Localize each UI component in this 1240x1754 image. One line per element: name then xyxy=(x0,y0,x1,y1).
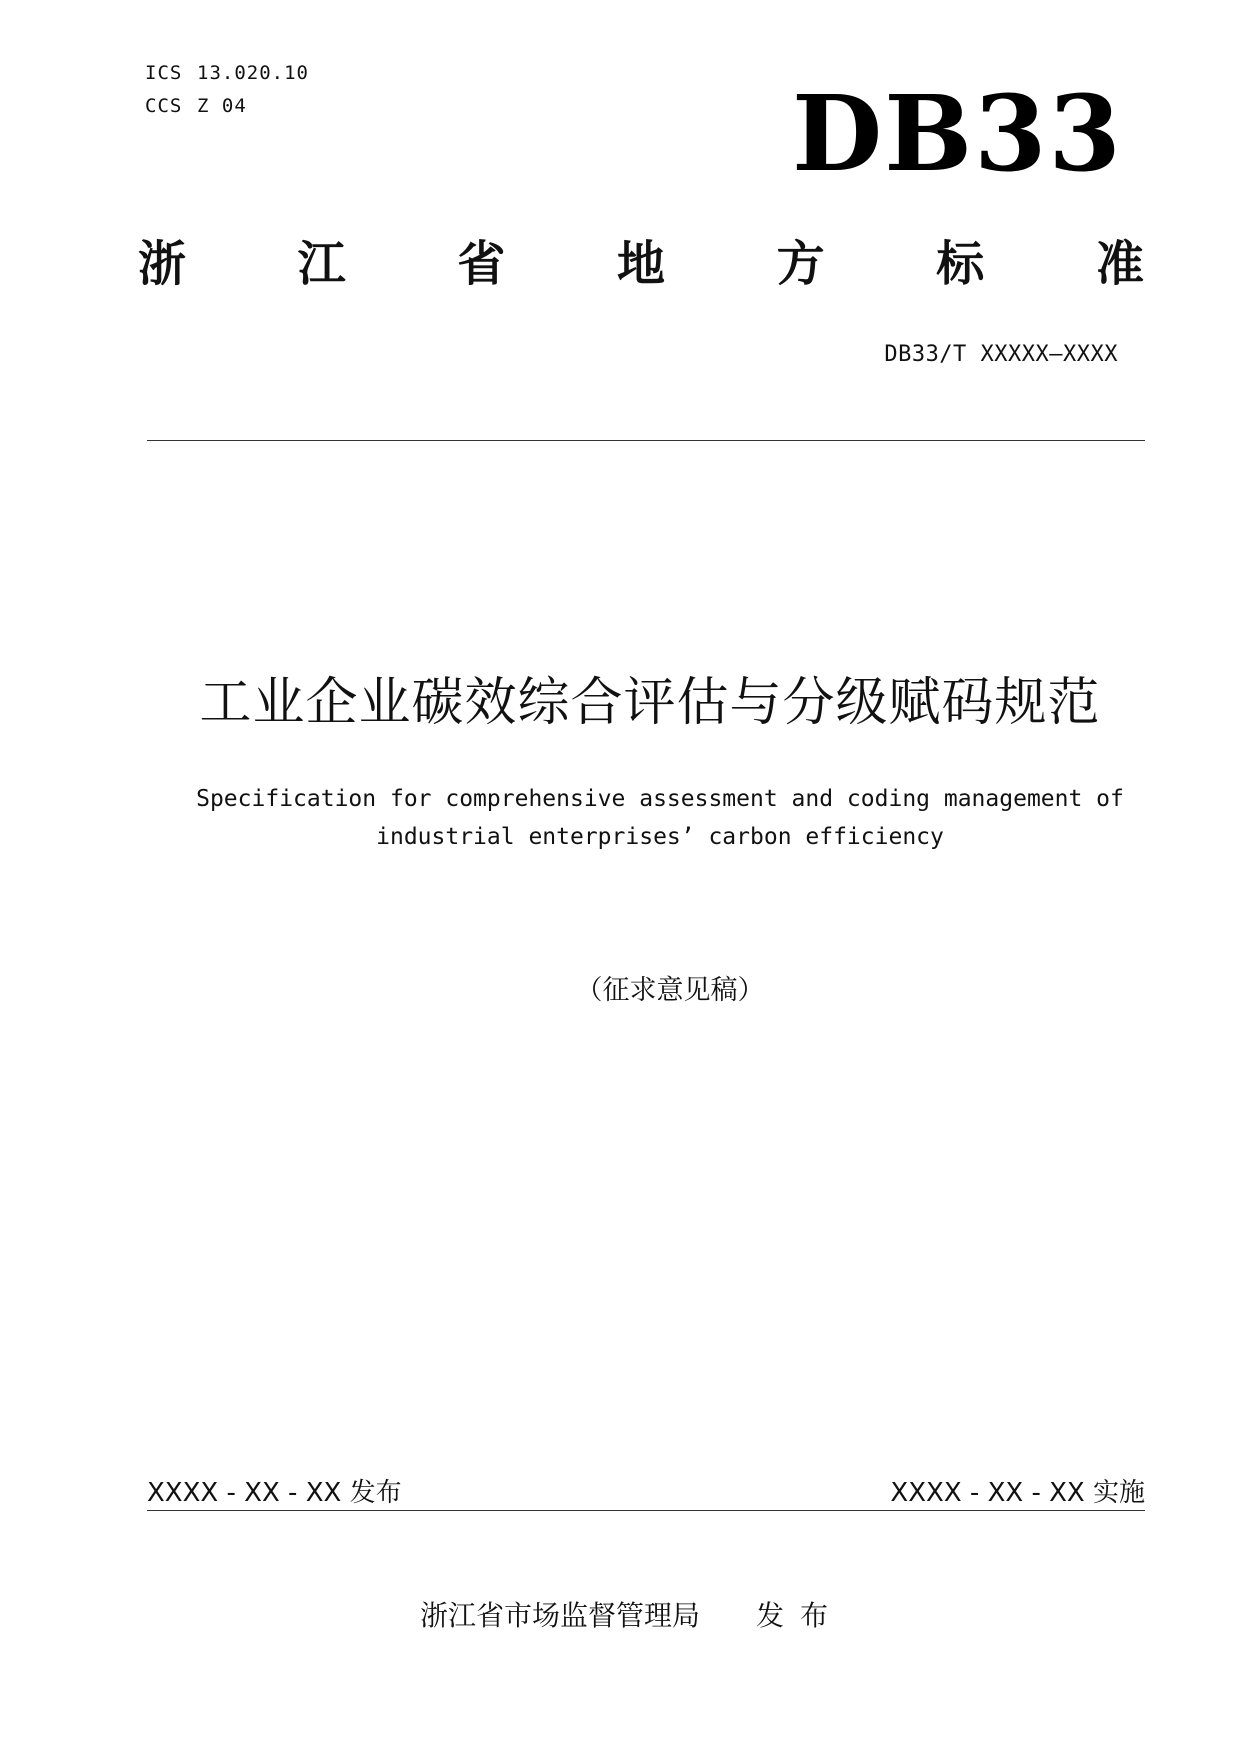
ccs-classification xyxy=(145,95,247,117)
document-title-en xyxy=(160,780,1160,856)
standard-type-char: 地 xyxy=(616,236,665,292)
implementation-date: XXXX - XX - XX 实施 xyxy=(890,1478,1145,1508)
issuer-action: 发布 xyxy=(756,1599,845,1632)
draft-status: （征求意见稿） xyxy=(575,975,765,1006)
standard-type-heading xyxy=(138,236,1144,292)
ccs-code: Z 04 xyxy=(197,95,247,117)
footer-divider xyxy=(147,1510,1145,1511)
title-en-line: Specification for comprehensive assessment and coding management of xyxy=(196,786,1124,812)
header-divider xyxy=(147,440,1145,441)
standard-type-char: 准 xyxy=(1095,236,1144,292)
document-title-zh: 工业企业碳效综合评估与分级赋码规范 xyxy=(199,673,1101,733)
standard-type-char: 方 xyxy=(776,236,825,292)
standard-number: DB33/T XXXXX—XXXX xyxy=(884,342,1118,367)
standard-type-char: 省 xyxy=(457,236,506,292)
ics-code: 13.020.10 xyxy=(197,62,309,84)
ics-classification xyxy=(145,62,309,84)
ccs-label: CCS xyxy=(145,95,183,117)
issue-date: XXXX - XX - XX 发布 xyxy=(147,1478,402,1508)
db33-logo-mark: DB33 xyxy=(792,72,1123,195)
standard-type-char: 标 xyxy=(936,236,985,292)
issuer-name: 浙江省市场监督管理局 xyxy=(420,1599,701,1632)
title-en-line: industrial enterprises’ carbon efficiency xyxy=(376,824,944,850)
standard-type-char: 浙 xyxy=(138,236,187,292)
standard-type-char: 江 xyxy=(297,236,346,292)
issuer-line xyxy=(420,1594,900,1634)
ics-label: ICS xyxy=(145,62,183,84)
